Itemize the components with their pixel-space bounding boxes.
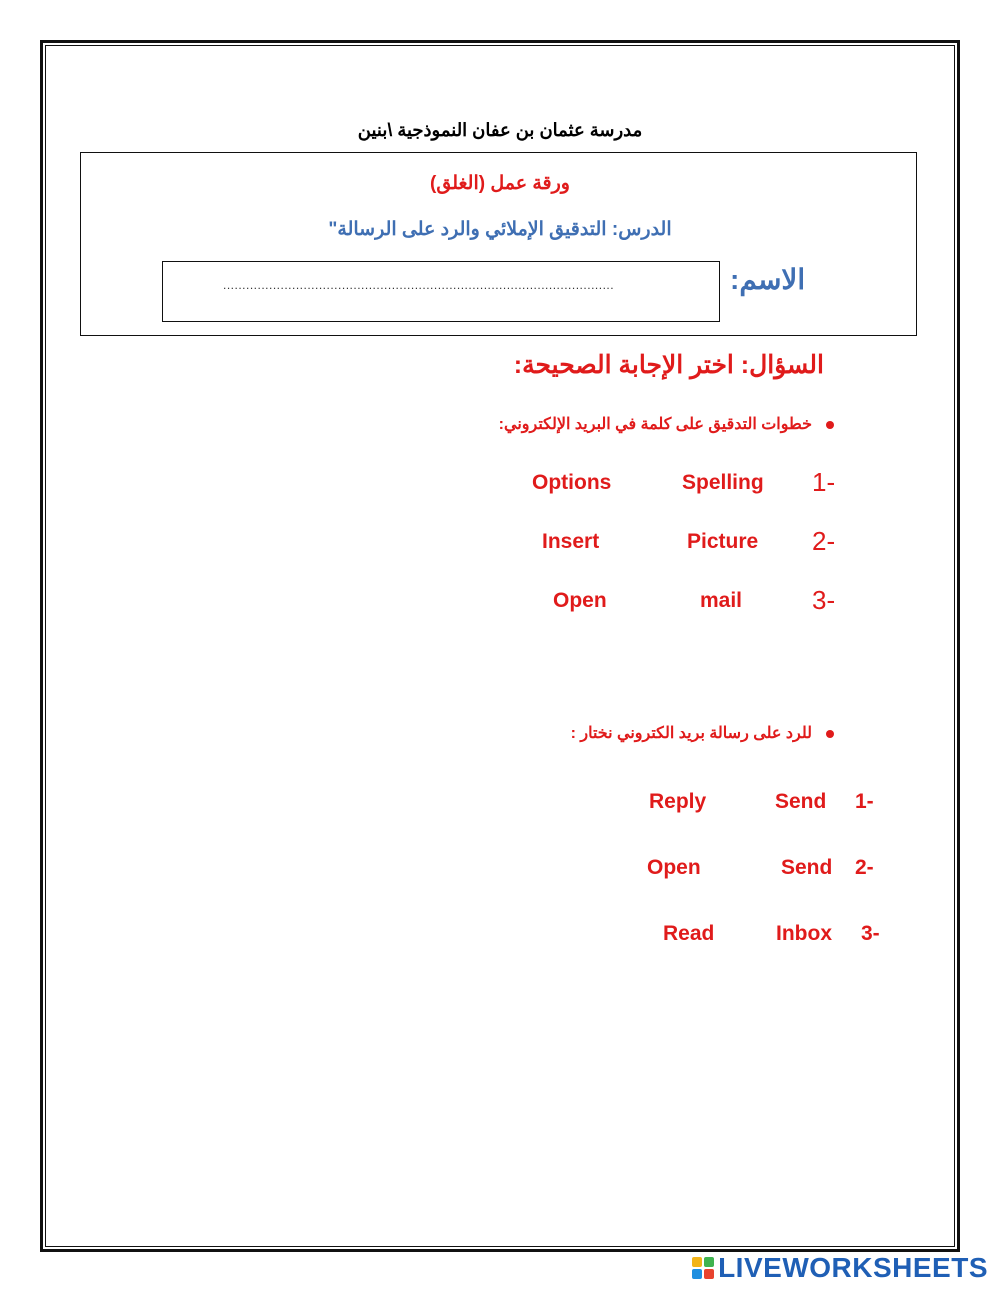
section2-row1-option-b[interactable]: Reply	[649, 790, 707, 813]
section2-row1-option-a[interactable]: Send	[775, 790, 827, 813]
name-label: الاسم:	[730, 264, 806, 295]
section2-prompt	[571, 723, 834, 743]
section1-row2-option-b[interactable]: Insert	[542, 530, 600, 553]
section1-prompt-text: خطوات التدقيق على كلمة في البريد الإلكتروني:	[498, 416, 812, 433]
bullet-icon	[826, 421, 834, 429]
section1-prompt	[499, 414, 834, 434]
bullet-icon	[826, 730, 834, 738]
question-heading: السؤال: اختر الإجابة الصحيحة:	[513, 351, 824, 379]
section1-row1-option-a[interactable]: Spelling	[682, 471, 764, 494]
name-input-box[interactable]	[162, 261, 720, 322]
worksheet-title: ورقة عمل (الغلق)	[430, 173, 570, 194]
section1-row3-option-b[interactable]: Open	[553, 589, 607, 612]
section1-row2-number: 2-	[812, 526, 836, 556]
section2-prompt-text: للرد على رسالة بريد الكتروني نختار :	[570, 725, 812, 742]
section2-row2-option-a[interactable]: Send	[781, 856, 833, 879]
logo-text: LIVEWORKSHEETS	[718, 1252, 988, 1283]
school-name: مدرسة عثمان بن عفان النموذجية \بنين	[357, 120, 643, 140]
section2-row1-number: 1-	[855, 790, 874, 813]
liveworksheets-logo	[692, 1252, 988, 1284]
section2-row2-option-b[interactable]: Open	[647, 856, 701, 879]
section1-row1-option-b[interactable]: Options	[532, 471, 612, 494]
lesson-title: الدرس: التدقيق الإملائي والرد على الرسالة"	[328, 219, 672, 240]
section1-row3-number: 3-	[812, 585, 836, 615]
section1-row2-option-a[interactable]: Picture	[687, 530, 759, 553]
name-dots: ......................................................................................................	[223, 278, 615, 292]
liveworksheets-logo-icon	[692, 1257, 714, 1279]
section2-row3-option-b[interactable]: Read	[663, 922, 715, 945]
section2-row3-number: 3-	[861, 922, 880, 945]
section2-row3-option-a[interactable]: Inbox	[776, 922, 832, 945]
section1-row3-option-a[interactable]: mail	[700, 589, 743, 612]
section2-row2-number: 2-	[855, 856, 874, 879]
section1-row1-number: 1-	[812, 467, 836, 497]
